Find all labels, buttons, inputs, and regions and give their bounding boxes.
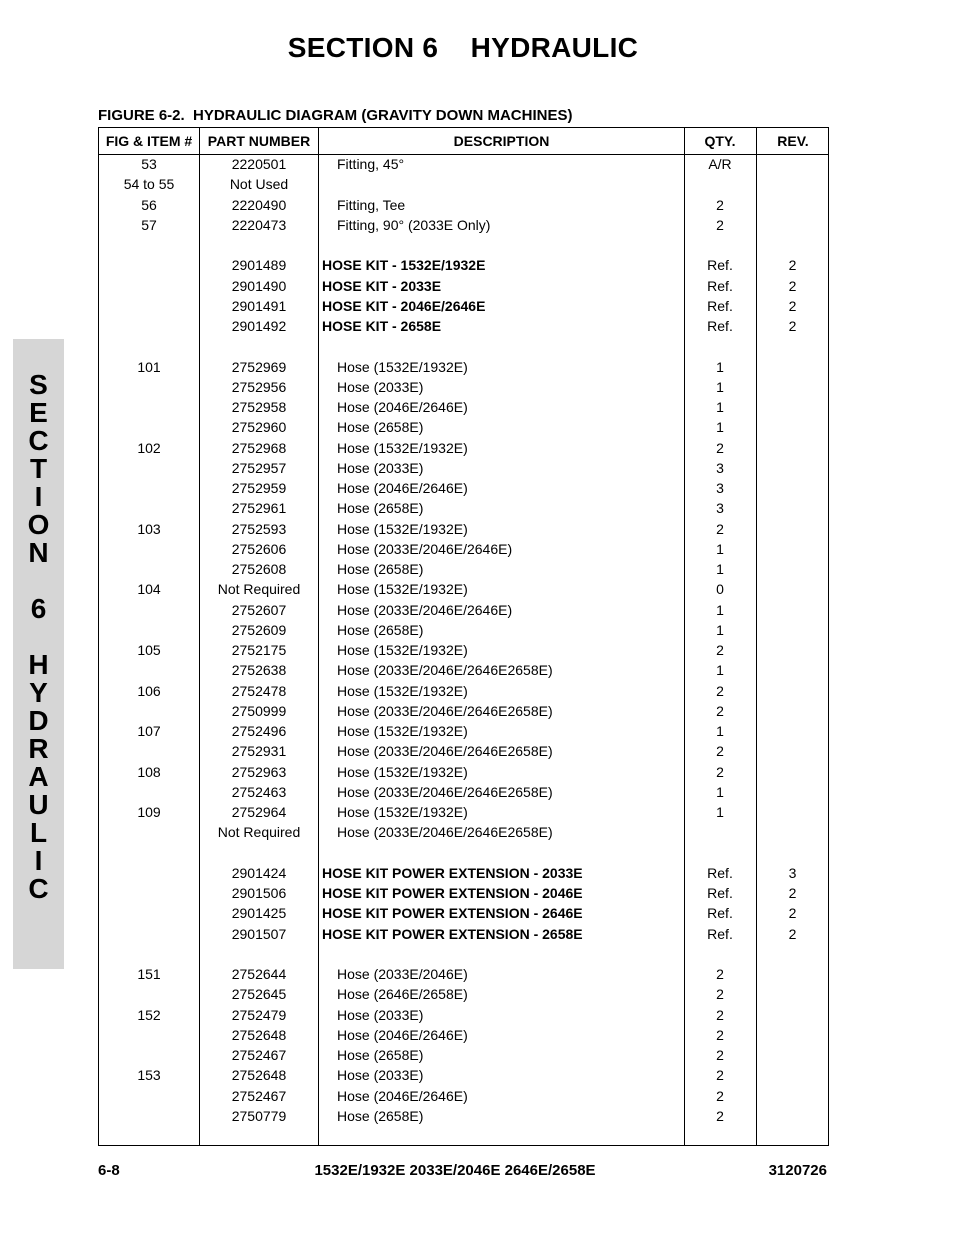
side-tab-letter: U <box>28 789 49 820</box>
section-title: SECTION 6 HYDRAULIC <box>287 32 639 63</box>
cell-part-number: 2752969 <box>231 358 287 375</box>
footer-models: 1532E/1932E 2033E/2046E 2646E/2658E <box>314 1162 596 1179</box>
cell-qty: 1 <box>716 561 724 577</box>
cell-qty: 1 <box>716 419 724 436</box>
cell-description: Hose (1532E/1932E) <box>337 358 468 375</box>
cell-description: Hose (2646E/2658E) <box>337 986 468 1003</box>
side-tab-letter: L <box>29 817 48 848</box>
cell-qty: 3 <box>716 480 724 496</box>
cell-fig-item: 109 <box>137 804 161 820</box>
cell-description: HOSE KIT POWER EXTENSION - 2658E <box>322 925 583 942</box>
cell-part-number: 2752638 <box>231 662 287 679</box>
cell-qty: A/R <box>708 156 732 172</box>
cell-part-number: 2752608 <box>231 561 287 577</box>
cell-description: Hose (2658E) <box>337 1047 424 1063</box>
cell-description: Hose (2658E) <box>337 1107 424 1124</box>
table-row <box>99 863 828 883</box>
cell-part-number: 2752644 <box>231 966 287 982</box>
cell-rev: 2 <box>788 277 797 294</box>
cell-part-number: 2220473 <box>231 216 287 233</box>
cell-description: Hose (1532E/1932E) <box>337 520 468 537</box>
table-row <box>99 559 828 579</box>
cell-qty: 2 <box>716 1006 724 1023</box>
side-tab-letter <box>13 623 64 651</box>
cell-qty: 2 <box>716 986 724 1003</box>
table-row <box>99 519 828 539</box>
cell-part-number: 2752463 <box>231 783 287 800</box>
table-row <box>99 1065 828 1085</box>
table-row <box>99 1106 828 1126</box>
cell-qty: 1 <box>716 723 724 739</box>
cell-description: HOSE KIT - 2046E/2646E <box>322 297 486 314</box>
cell-part-number: 2752961 <box>231 500 287 517</box>
table-row <box>99 215 828 235</box>
cell-rev: 2 <box>788 257 797 274</box>
table-row <box>99 964 828 984</box>
cell-part-number: 2901425 <box>231 905 287 922</box>
table-row <box>99 903 828 923</box>
cell-description: HOSE KIT POWER EXTENSION - 2046E <box>322 885 583 901</box>
side-tab-letter: E <box>29 397 48 428</box>
cell-fig-item: 108 <box>137 763 161 780</box>
cell-qty: Ref. <box>707 905 733 922</box>
cell-rev: 2 <box>788 297 797 314</box>
cell-part-number: 2752467 <box>231 1087 287 1104</box>
column-header-description: DESCRIPTION <box>453 133 550 149</box>
cell-part-number: 2752478 <box>231 682 287 699</box>
cell-part-number: 2752496 <box>231 723 287 739</box>
cell-part-number: 2752968 <box>231 439 287 456</box>
cell-description: Hose (1532E/1932E) <box>337 682 468 699</box>
cell-part-number: Not Required <box>217 581 301 598</box>
cell-qty: 1 <box>716 378 724 395</box>
side-tab-letter: A <box>28 761 49 792</box>
side-tab-letters <box>13 371 64 903</box>
cell-part-number: 2752956 <box>231 378 287 395</box>
cell-rev: 2 <box>788 925 797 942</box>
table-row <box>99 498 828 518</box>
cell-qty: 2 <box>716 966 724 982</box>
cell-qty: 2 <box>716 1047 724 1063</box>
cell-fig-item: 54 to 55 <box>123 176 175 193</box>
cell-qty: 1 <box>716 601 724 618</box>
cell-fig-item: 151 <box>137 966 161 982</box>
cell-description: Hose (2033E/2046E/2646E) <box>337 601 513 618</box>
cell-fig-item: 103 <box>137 520 161 537</box>
table-row <box>99 579 828 599</box>
cell-qty: 1 <box>716 783 724 800</box>
cell-description: Hose (2033E) <box>337 1006 424 1023</box>
cell-fig-item: 101 <box>137 358 161 375</box>
cell-description: Hose (1532E/1932E) <box>337 723 468 739</box>
cell-qty: Ref. <box>707 885 733 901</box>
table-row <box>99 802 828 822</box>
table-row <box>99 357 828 377</box>
cell-part-number: 2901492 <box>231 318 287 334</box>
cell-description: Hose (2033E/2046E) <box>337 966 468 982</box>
cell-part-number: 2220501 <box>231 156 287 172</box>
table-row <box>99 1025 828 1045</box>
cell-part-number: 2752959 <box>231 480 287 496</box>
table-row <box>99 843 828 863</box>
cell-fig-item: 104 <box>137 581 161 598</box>
table-row <box>99 1086 828 1106</box>
cell-qty: 1 <box>716 621 724 638</box>
side-tab-letter: I <box>34 481 43 512</box>
cell-part-number: 2752645 <box>231 986 287 1003</box>
cell-part-number: 2752609 <box>231 621 287 638</box>
table-row <box>99 721 828 741</box>
table-row <box>99 336 828 356</box>
cell-qty: 2 <box>716 439 724 456</box>
cell-fig-item: 57 <box>141 216 157 233</box>
cell-description: Hose (1532E/1932E) <box>337 581 468 598</box>
cell-description: Hose (2033E) <box>337 378 424 395</box>
cell-part-number: 2752648 <box>231 1026 287 1043</box>
table-row <box>99 478 828 498</box>
cell-description: Hose (2658E) <box>337 500 424 517</box>
cell-qty: 2 <box>716 1087 724 1104</box>
cell-fig-item: 107 <box>137 723 161 739</box>
cell-fig-item: 105 <box>137 642 161 658</box>
cell-part-number: 2750999 <box>231 702 287 719</box>
cell-rev: 3 <box>788 864 797 881</box>
table-row <box>99 316 828 336</box>
cell-part-number: 2901490 <box>231 277 287 294</box>
side-tab-letter: O <box>27 509 50 540</box>
table-row <box>99 924 828 944</box>
cell-description: Hose (2033E) <box>337 459 424 476</box>
side-tab-letter: D <box>28 705 49 736</box>
cell-qty: 0 <box>716 581 724 598</box>
footer-doc-number: 3120726 <box>768 1162 827 1179</box>
cell-rev: 2 <box>788 318 797 334</box>
cell-qty: 2 <box>716 702 724 719</box>
column-header-part-number: PART NUMBER <box>207 133 311 149</box>
cell-qty: 2 <box>716 763 724 780</box>
cell-part-number: 2901506 <box>231 885 287 901</box>
cell-description: Hose (1532E/1932E) <box>337 804 468 820</box>
cell-description: HOSE KIT - 2658E <box>322 318 442 334</box>
cell-qty: 3 <box>716 500 724 517</box>
cell-part-number: 2220490 <box>231 196 287 213</box>
side-tab-letter: Y <box>29 677 48 708</box>
cell-description: Hose (2046E/2646E) <box>337 1026 468 1043</box>
cell-part-number: 2901489 <box>231 257 287 274</box>
cell-description: Hose (2033E/2046E/2646E) <box>337 540 513 557</box>
cell-qty: 1 <box>716 358 724 375</box>
cell-qty: 2 <box>716 196 724 213</box>
side-tab-letter: T <box>29 453 48 484</box>
cell-description: Hose (2033E/2046E/2646E2658E) <box>337 743 553 760</box>
cell-part-number: 2752175 <box>231 642 287 658</box>
cell-qty: 2 <box>716 642 724 658</box>
table-row <box>99 1045 828 1065</box>
table-row <box>99 276 828 296</box>
cell-fig-item: 56 <box>141 196 157 213</box>
cell-fig-item: 153 <box>137 1067 161 1084</box>
table-row <box>99 944 828 964</box>
table-row <box>99 174 828 194</box>
cell-part-number: 2752593 <box>231 520 287 537</box>
cell-part-number: 2901507 <box>231 925 287 942</box>
table-row <box>99 620 828 640</box>
cell-description: Hose (1532E/1932E) <box>337 439 468 456</box>
cell-description: Hose (1532E/1932E) <box>337 642 468 658</box>
cell-description: Hose (2033E) <box>337 1067 424 1084</box>
cell-description: Hose (2046E/2646E) <box>337 399 468 415</box>
cell-qty: Ref. <box>707 864 733 881</box>
side-tab-letter: N <box>28 537 49 568</box>
table-row <box>99 660 828 680</box>
cell-description: Fitting, 45° <box>337 156 405 172</box>
parts-table <box>98 127 829 1146</box>
side-tab-letter: R <box>28 733 49 764</box>
cell-qty: 2 <box>716 216 724 233</box>
table-row <box>99 883 828 903</box>
cell-part-number: 2752479 <box>231 1006 287 1023</box>
cell-description: Hose (2658E) <box>337 561 424 577</box>
table-row <box>99 417 828 437</box>
cell-part-number: 2752467 <box>231 1047 287 1063</box>
cell-qty: 3 <box>716 459 724 476</box>
cell-part-number: 2752958 <box>231 399 287 415</box>
side-tab-letter: C <box>28 425 49 456</box>
table-row <box>99 681 828 701</box>
cell-fig-item: 102 <box>137 439 161 456</box>
cell-qty: 2 <box>716 1067 724 1084</box>
cell-part-number: 2752957 <box>231 459 287 476</box>
table-row <box>99 195 828 215</box>
cell-part-number: 2752963 <box>231 763 287 780</box>
cell-qty: 1 <box>716 804 724 820</box>
cell-description: Hose (2046E/2646E) <box>337 1087 468 1104</box>
table-row <box>99 640 828 660</box>
cell-part-number: 2752960 <box>231 419 287 436</box>
cell-description: Hose (2033E/2046E/2646E2658E) <box>337 702 553 719</box>
side-tab-letter <box>13 567 64 595</box>
cell-qty: 2 <box>716 520 724 537</box>
cell-description: Hose (2658E) <box>337 621 424 638</box>
cell-description: HOSE KIT - 2033E <box>322 277 442 294</box>
table-row <box>99 255 828 275</box>
cell-part-number: Not Required <box>217 824 301 841</box>
cell-qty: 2 <box>716 743 724 760</box>
table-row <box>99 984 828 1004</box>
cell-qty: Ref. <box>707 297 733 314</box>
cell-fig-item: 106 <box>137 682 161 699</box>
table-row <box>99 782 828 802</box>
cell-part-number: 2752606 <box>231 540 287 557</box>
cell-description: Hose (2033E/2046E/2646E2658E) <box>337 662 553 679</box>
cell-part-number: 2901491 <box>231 297 287 314</box>
column-header-rev: REV. <box>777 133 809 149</box>
cell-qty: Ref. <box>707 277 733 294</box>
table-row <box>99 458 828 478</box>
section-side-tab <box>13 339 64 969</box>
cell-description: HOSE KIT POWER EXTENSION - 2646E <box>322 905 583 922</box>
footer-page-number: 6-8 <box>98 1162 120 1179</box>
cell-description: Hose (2033E/2046E/2646E2658E) <box>337 783 553 800</box>
cell-qty: 1 <box>716 540 724 557</box>
side-tab-letter: I <box>34 845 43 876</box>
table-row <box>99 296 828 316</box>
cell-qty: 1 <box>716 662 724 679</box>
column-header-fig: FIG & ITEM # <box>105 133 193 149</box>
figure-title: FIGURE 6-2. HYDRAULIC DIAGRAM (GRAVITY DOWN MACHINES) <box>98 107 573 124</box>
column-header-qty: QTY. <box>704 133 736 149</box>
table-row <box>99 539 828 559</box>
cell-part-number: 2752964 <box>231 804 287 820</box>
table-row <box>99 600 828 620</box>
cell-qty: Ref. <box>707 318 733 334</box>
cell-qty: 2 <box>716 682 724 699</box>
cell-qty: 2 <box>716 1026 724 1043</box>
table-row <box>99 377 828 397</box>
cell-description: Hose (1532E/1932E) <box>337 763 468 780</box>
cell-qty: Ref. <box>707 257 733 274</box>
cell-rev: 2 <box>788 905 797 922</box>
cell-description: HOSE KIT POWER EXTENSION - 2033E <box>322 864 583 881</box>
table-row <box>99 235 828 255</box>
side-tab-letter: C <box>28 873 49 904</box>
cell-description: Fitting, Tee <box>337 196 406 213</box>
table-row <box>99 701 828 721</box>
table-row <box>99 741 828 761</box>
side-tab-letter: S <box>29 369 48 400</box>
cell-part-number: 2901424 <box>231 864 287 881</box>
cell-description: HOSE KIT - 1532E/1932E <box>322 257 486 274</box>
cell-description: Hose (2658E) <box>337 419 424 436</box>
cell-fig-item: 53 <box>141 156 157 172</box>
table-row <box>99 822 828 842</box>
cell-description: Fitting, 90° (2033E Only) <box>337 216 491 233</box>
cell-description: Hose (2033E/2046E/2646E2658E) <box>337 824 553 841</box>
cell-description: Hose (2046E/2646E) <box>337 480 468 496</box>
cell-part-number: Not Used <box>229 176 289 193</box>
table-row <box>99 397 828 417</box>
table-row <box>99 438 828 458</box>
cell-fig-item: 152 <box>137 1006 161 1023</box>
cell-qty: 2 <box>716 1107 724 1124</box>
side-tab-letter: H <box>28 649 49 680</box>
cell-rev: 2 <box>788 885 797 901</box>
cell-part-number: 2752648 <box>231 1067 287 1084</box>
table-row <box>99 1005 828 1025</box>
table-row <box>99 762 828 782</box>
cell-qty: Ref. <box>707 925 733 942</box>
cell-qty: 1 <box>716 399 724 415</box>
cell-part-number: 2752931 <box>231 743 287 760</box>
side-tab-letter: 6 <box>30 593 47 624</box>
cell-part-number: 2752607 <box>231 601 287 618</box>
cell-part-number: 2750779 <box>231 1107 287 1124</box>
table-row <box>99 154 828 174</box>
